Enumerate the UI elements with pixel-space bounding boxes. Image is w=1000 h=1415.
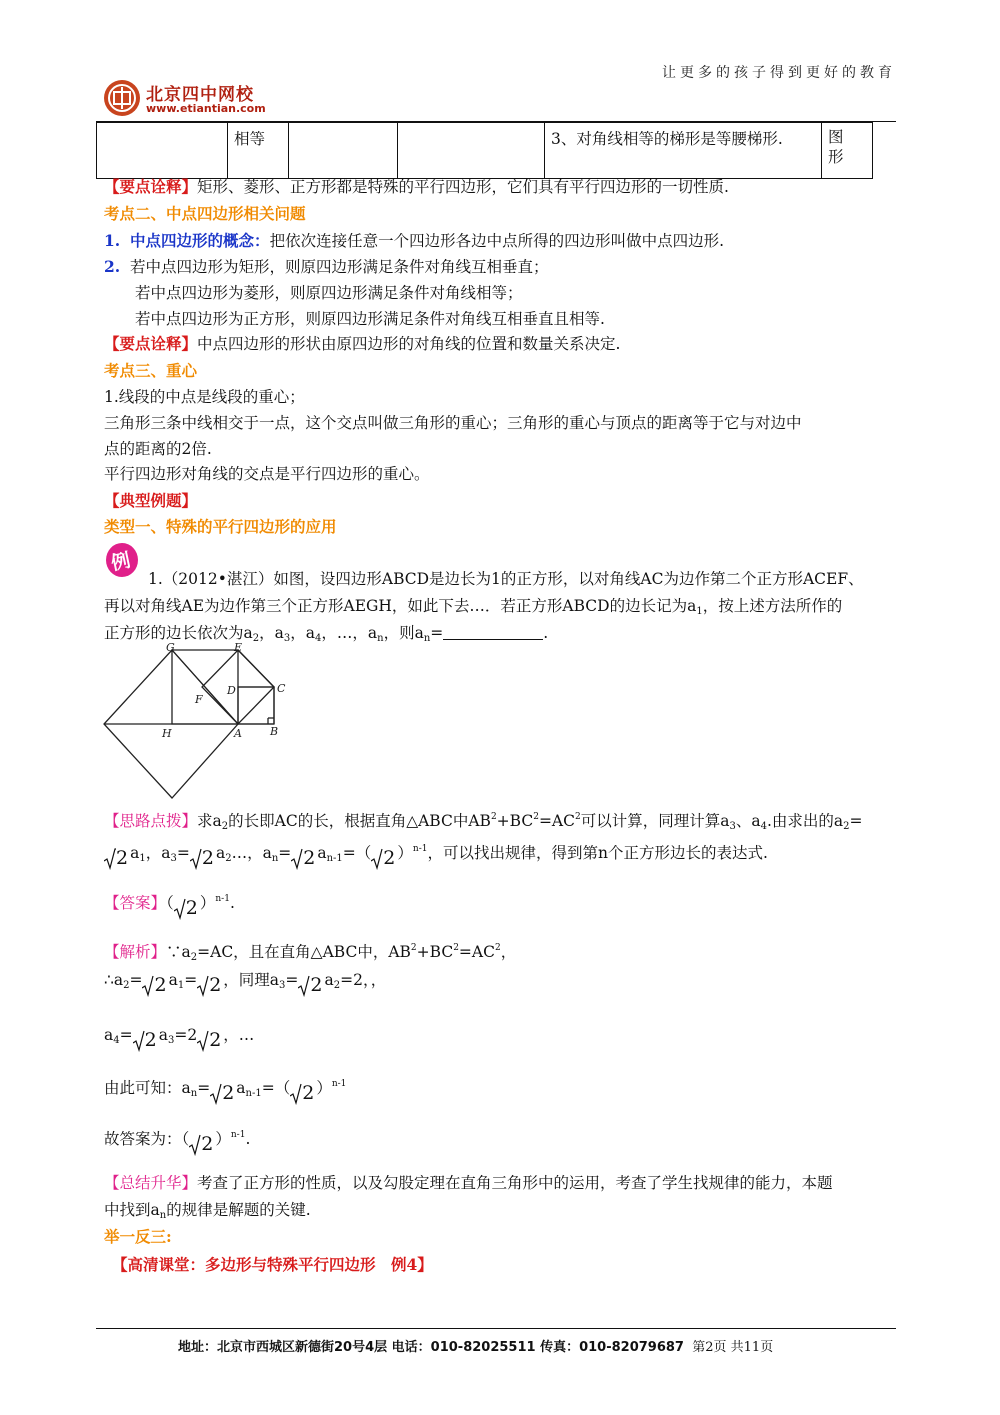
logo-url: www.etiantian.com	[146, 102, 266, 115]
hint-line-1: 【思路点拨】求$a_2$的长即AC的长，根据直角△ABC中$AB^2+BC^2=AC^2$可以计算，同理计算$a_3$、$a_4$.由求出的$a_2=$	[104, 812, 863, 832]
footer-address: 地址：北京市西城区新德街20号4层 电话：010-82025511 传真：010-82079687	[178, 1340, 684, 1355]
logo-emblem-icon	[102, 78, 142, 118]
footer	[178, 1336, 773, 1355]
example-badge-label: 例	[109, 549, 133, 575]
type1-title: 类型一、特殊的平行四边形的应用	[104, 517, 337, 536]
label-d: D	[227, 684, 236, 697]
summary-line-1: 【总结升华】考查了正方形的性质，以及勾股定理在直角三角形中的运用，考查了学生找规律的能力，本题	[104, 1174, 833, 1192]
problem-line-3: 正方形的边长依次为$a_2$，$a_3$，$a_4$，…，$a_n$，则$a_n=$ .	[104, 624, 549, 644]
problem-line-2: 再以对角线AE为边作第三个正方形AEGH，如此下去…．若正方形ABCD的边长记为$a_1$，按上述方法所作的	[104, 597, 843, 617]
kp3-line: 点的距离的2倍.	[104, 440, 212, 458]
hint-line-2: 2 $a_1$，$a_3=$ 2 $a_2\dots$，$a_n=$ 2 $a_{n-1}=$（ 2 ）$^{n-1}$，可以找出规律，得到第n个正方形边长的表达式.	[104, 838, 768, 870]
note-tag: 【要点诠释】	[104, 177, 198, 196]
item-text: 若中点四边形为矩形，则原四边形满足条件对角线互相垂直；	[130, 258, 549, 276]
solution-line-2: $\therefore a_2=$ 2 $a_1=$ 2 ，同理$a_3=$ 2 $a_2=2$，，	[104, 971, 387, 996]
table-cell	[398, 123, 545, 179]
answer-tag: 【答案】	[104, 894, 167, 912]
label-e: E	[234, 641, 243, 654]
solution-tag: 【解析】	[104, 943, 167, 961]
note-text: 中点四边形的形状由原四边形的对角线的位置和数量关系决定.	[197, 335, 621, 353]
geometry-figure	[98, 640, 298, 800]
note-2	[104, 333, 620, 355]
practice-title: 举一反三:	[104, 1227, 172, 1246]
kp2-item-2-line-3: 若中点四边形为正方形，则原四边形满足条件对角线互相垂直且相等.	[135, 310, 605, 328]
note-1	[104, 176, 729, 198]
kp2-item-2	[104, 256, 549, 278]
item-number: 2.	[104, 257, 121, 276]
table-cell	[289, 123, 398, 179]
kp2-item-1	[104, 230, 724, 252]
item-term: 中点四边形的概念：	[130, 231, 270, 250]
label-f: F	[195, 693, 203, 706]
logo-name: 北京四中网校	[146, 85, 254, 105]
header-logo	[102, 78, 292, 118]
label-a: A	[234, 727, 242, 740]
table-cell: 图 形	[822, 123, 873, 179]
table-cell: 3、对角线相等的梯形是等腰梯形.	[545, 123, 822, 179]
answer-line: 【答案】（ 2 ）$^{n-1}$.	[104, 894, 235, 919]
item-text: 把依次连接任意一个四边形各边中点所得的四边形叫做中点四边形.	[269, 232, 724, 250]
summary-tag: 【总结升华】	[104, 1174, 198, 1192]
example-badge	[104, 542, 140, 578]
kp2-item-2-line-2: 若中点四边形为菱形，则原四边形满足条件对角线相等；	[135, 284, 523, 302]
hd-class-title: 【高清课堂：多边形与特殊平行四边形 例4】	[112, 1255, 433, 1274]
header-slogan: 让更多的孩子得到更好的教育	[662, 65, 896, 81]
footer-rule	[96, 1328, 896, 1329]
section-title-kp2: 考点二、中点四边形相关问题	[104, 204, 306, 223]
solution-line-3: $a_4=$ 2 $a_3=2$ 2 ，…	[104, 1026, 255, 1051]
sqrt: 2	[104, 847, 130, 869]
solution-line-4: 由此可知：$a_n=$ 2 $a_{n-1}=$（ 2 ）$^{n-1}$	[104, 1079, 347, 1104]
problem-line-1: 1.（2012•湛江）如图，设四边形ABCD是边长为1的正方形，以对角线AC为边作第二个正方形ACEF、	[148, 570, 864, 588]
footer-page: 第2页 共11页	[692, 1340, 774, 1355]
note-tag: 【要点诠释】	[104, 334, 198, 353]
kp3-line: 平行四边形对角线的交点是平行四边形的重心。	[104, 465, 430, 483]
kp3-line: 1.线段的中点是线段的重心；	[104, 388, 305, 406]
solution-line-5: 故答案为：（ 2 ）$^{n-1}$.	[104, 1130, 251, 1155]
answer-blank	[443, 625, 543, 640]
label-c: C	[277, 682, 286, 695]
label-g: G	[166, 641, 175, 654]
table-row	[97, 123, 873, 179]
solution-line-1: 【解析】$\because a_2=AC$，且在直角△ABC中，$AB^2+BC^2=AC^2$，	[104, 943, 517, 963]
label-h: H	[162, 727, 172, 740]
hint-tag: 【思路点拨】	[104, 812, 198, 830]
table-cell	[97, 123, 228, 179]
continuation-table	[96, 122, 873, 179]
table-cell: 相等	[228, 123, 289, 179]
note-text: 矩形、菱形、正方形都是特殊的平行四边形，它们具有平行四边形的一切性质.	[197, 178, 729, 196]
kp3-line: 三角形三条中线相交于一点，这个交点叫做三角形的重心；三角形的重心与顶点的距离等于它与对边中	[104, 414, 802, 432]
label-b: B	[270, 725, 279, 738]
summary-line-2: 中找到$a_n$的规律是解题的关键.	[104, 1201, 311, 1221]
examples-title: 【典型例题】	[104, 491, 198, 510]
section-title-kp3: 考点三、重心	[104, 361, 198, 380]
item-number: 1.	[104, 231, 121, 250]
